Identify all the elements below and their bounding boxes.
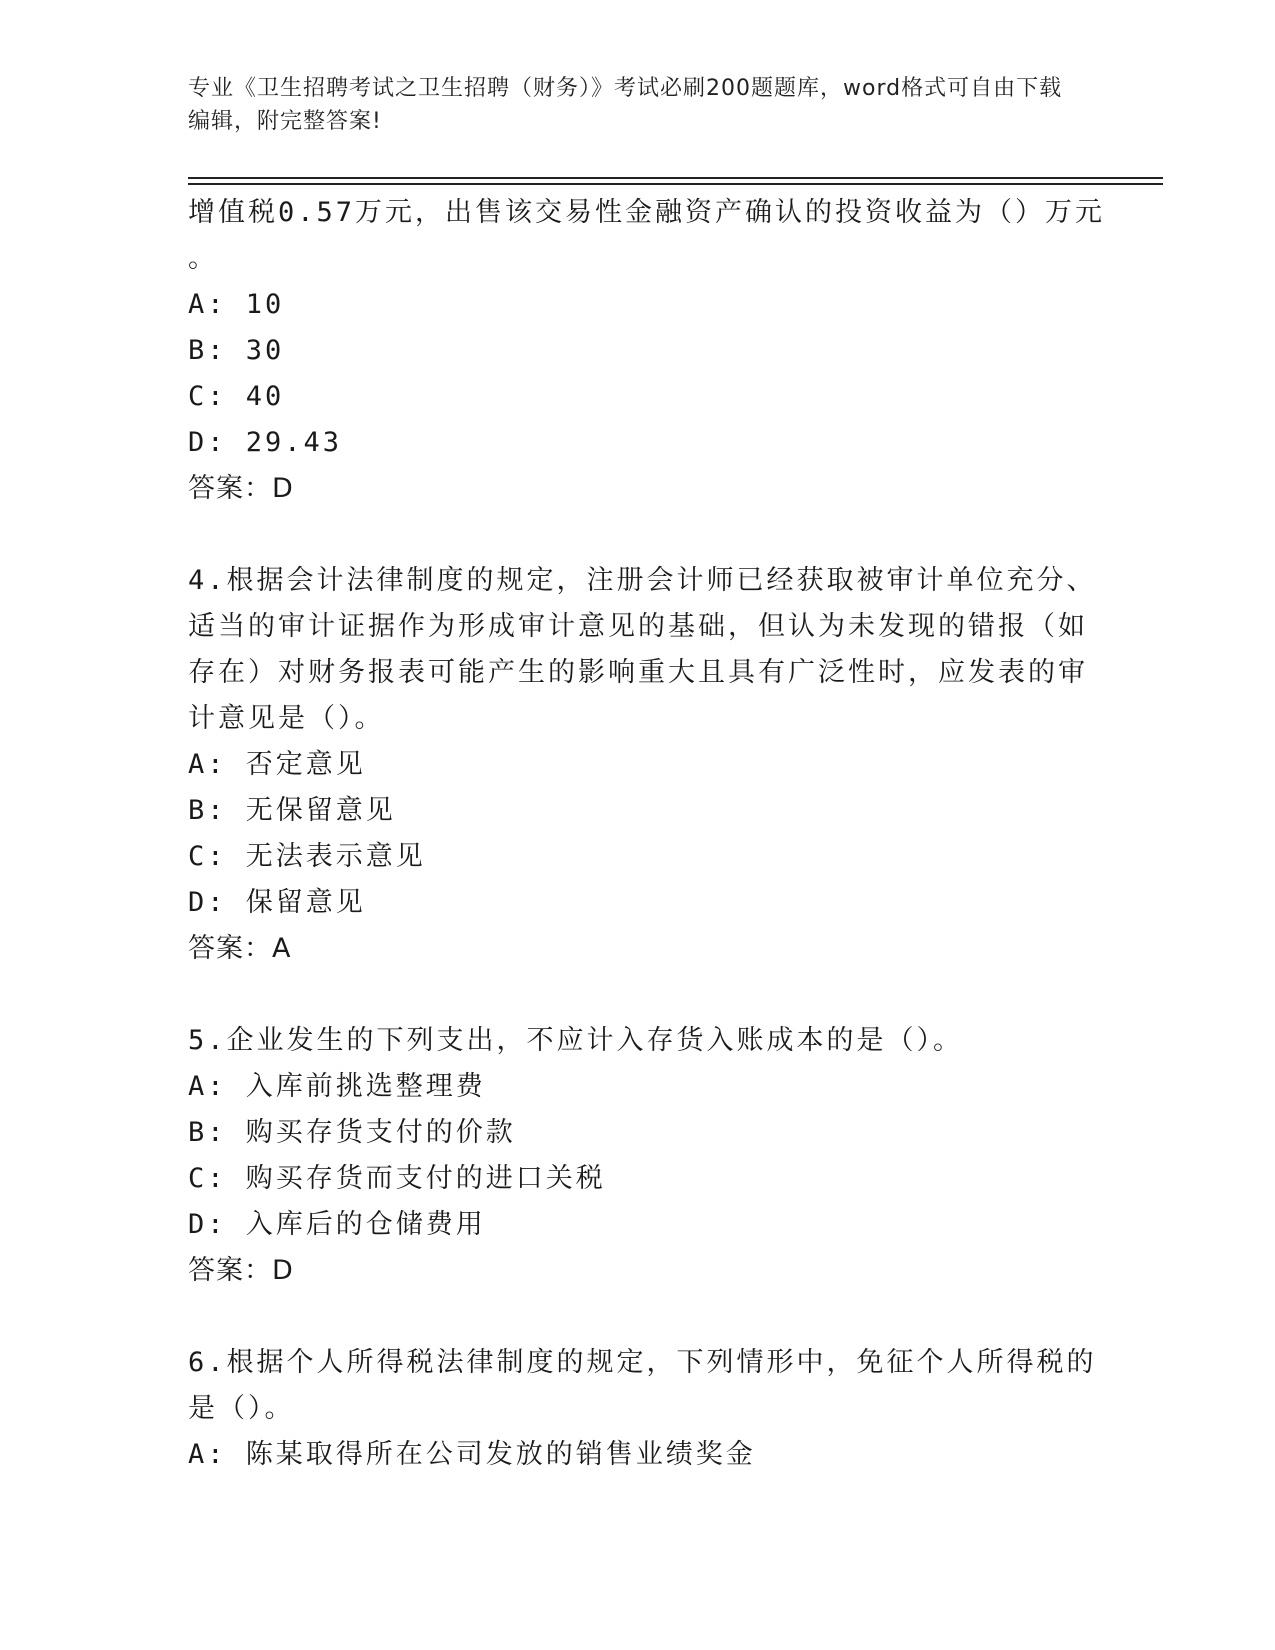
question-text-line: 。 <box>188 243 218 274</box>
question-text-line: 计意见是（）。 <box>188 703 385 734</box>
question-text-line: 适当的审计证据作为形成审计意见的基础，但认为未发现的错报（如 <box>188 611 1088 642</box>
option-d: D: 保留意见 <box>188 887 366 918</box>
option-d: D: 入库后的仓储费用 <box>188 1209 486 1240</box>
answer-line: 答案：D <box>188 473 294 504</box>
option-d: D: 29.43 <box>188 427 343 458</box>
option-b: B: 30 <box>188 335 285 366</box>
question-text-line: 存在）对财务报表可能产生的影响重大且具有广泛性时，应发表的审 <box>188 657 1088 688</box>
option-a: A: 10 <box>188 289 285 320</box>
question-text-line: 6.根据个人所得税法律制度的规定，下列情形中，免征个人所得税的 <box>188 1347 1097 1378</box>
option-b: B: 购买存货支付的价款 <box>188 1117 516 1148</box>
header-rule-top <box>188 177 1163 179</box>
answer-line: 答案：D <box>188 1255 294 1286</box>
option-c: C: 无法表示意见 <box>188 841 426 872</box>
header-rule-bottom <box>188 183 1163 185</box>
question-text-line: 4.根据会计法律制度的规定，注册会计师已经获取被审计单位充分、 <box>188 565 1097 596</box>
question-text-line: 是（）。 <box>188 1393 295 1424</box>
option-a: A: 否定意见 <box>188 749 366 780</box>
option-c: C: 购买存货而支付的进口关税 <box>188 1163 606 1194</box>
option-a: A: 陈某取得所在公司发放的销售业绩奖金 <box>188 1439 756 1470</box>
option-b: B: 无保留意见 <box>188 795 396 826</box>
document-header: 专业《卫生招聘考试之卫生招聘（财务）》考试必刷200题题库，word格式可自由下载编辑，附完整答案! <box>188 76 1063 134</box>
question-text-line: 5.企业发生的下列支出，不应计入存货入账成本的是（）。 <box>188 1025 964 1056</box>
question-block <box>188 1340 1097 1478</box>
option-a: A: 入库前挑选整理费 <box>188 1071 486 1102</box>
answer-line: 答案：A <box>188 933 292 964</box>
question-block <box>188 558 1097 972</box>
question-block <box>188 190 1106 512</box>
option-c: C: 40 <box>188 381 285 412</box>
question-block <box>188 1018 1088 1294</box>
question-list <box>188 190 1106 1478</box>
question-text-line: 增值税0.57万元，出售该交易性金融资产确认的投资收益为（）万元 <box>188 197 1106 228</box>
